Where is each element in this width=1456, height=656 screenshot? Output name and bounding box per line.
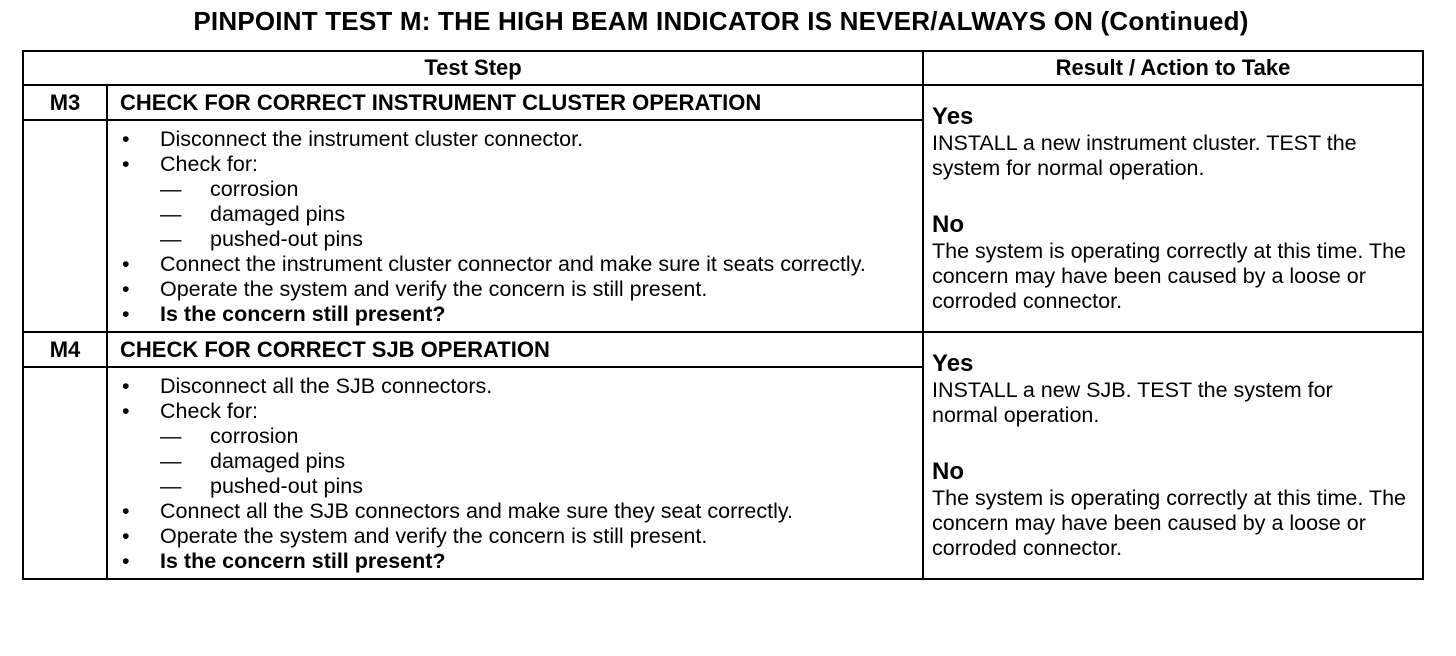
sub-item: — damaged pins [160, 449, 346, 473]
sub-item: — damaged pins [160, 202, 346, 226]
step-row-m3 [23, 85, 1423, 120]
result-cell [923, 85, 1423, 332]
test-step-header: Test Step [23, 51, 923, 85]
no-label: No [932, 458, 965, 485]
list-item: • Disconnect all the SJB connectors. [122, 374, 493, 398]
step-id-spacer [23, 367, 107, 579]
sub-item: — pushed-out pins [160, 227, 363, 251]
sub-item: — corrosion [160, 177, 299, 201]
page-title: PINPOINT TEST M: THE HIGH BEAM INDICATOR IS NEVER/ALWAYS ON (Continued) [193, 6, 1249, 36]
step-heading: CHECK FOR CORRECT SJB OPERATION [107, 332, 923, 367]
result-cell [923, 332, 1423, 579]
step-id-spacer [23, 120, 107, 332]
step-body [107, 120, 923, 332]
question-item: • Is the concern still present? [122, 302, 446, 326]
list-item: • Check for: [122, 152, 258, 176]
yes-action: INSTALL a new SJB. TEST the system for normal operation. [932, 378, 1333, 427]
question-item: • Is the concern still present? [122, 549, 446, 573]
step-row-m4 [23, 332, 1423, 367]
yes-label: Yes [932, 350, 974, 377]
list-item: • Disconnect the instrument cluster connector. [122, 127, 584, 151]
list-item: • Connect the instrument cluster connector and make sure it seats correctly. [122, 252, 866, 276]
no-action: The system is operating correctly at this time. The concern may have been caused by a loose or corroded connector. [932, 239, 1406, 313]
list-item: • Operate the system and verify the concern is still present. [122, 524, 708, 548]
no-action: The system is operating correctly at this time. The concern may have been caused by a loose or corroded connector. [932, 486, 1406, 560]
sub-item: — pushed-out pins [160, 474, 363, 498]
step-id: M3 [23, 85, 107, 120]
sub-item: — corrosion [160, 424, 299, 448]
list-item: • Operate the system and verify the concern is still present. [122, 277, 708, 301]
list-item: • Check for: [122, 399, 258, 423]
pinpoint-test-table [22, 50, 1424, 580]
result-header: Result / Action to Take [923, 51, 1423, 85]
yes-action: INSTALL a new instrument cluster. TEST the system for normal operation. [932, 131, 1357, 180]
header-row [23, 51, 1423, 85]
no-label: No [932, 211, 965, 238]
list-item: • Connect all the SJB connectors and make sure they seat correctly. [122, 499, 793, 523]
step-id: M4 [23, 332, 107, 367]
step-body [107, 367, 923, 579]
yes-label: Yes [932, 103, 974, 130]
step-heading: CHECK FOR CORRECT INSTRUMENT CLUSTER OPERATION [107, 85, 923, 120]
